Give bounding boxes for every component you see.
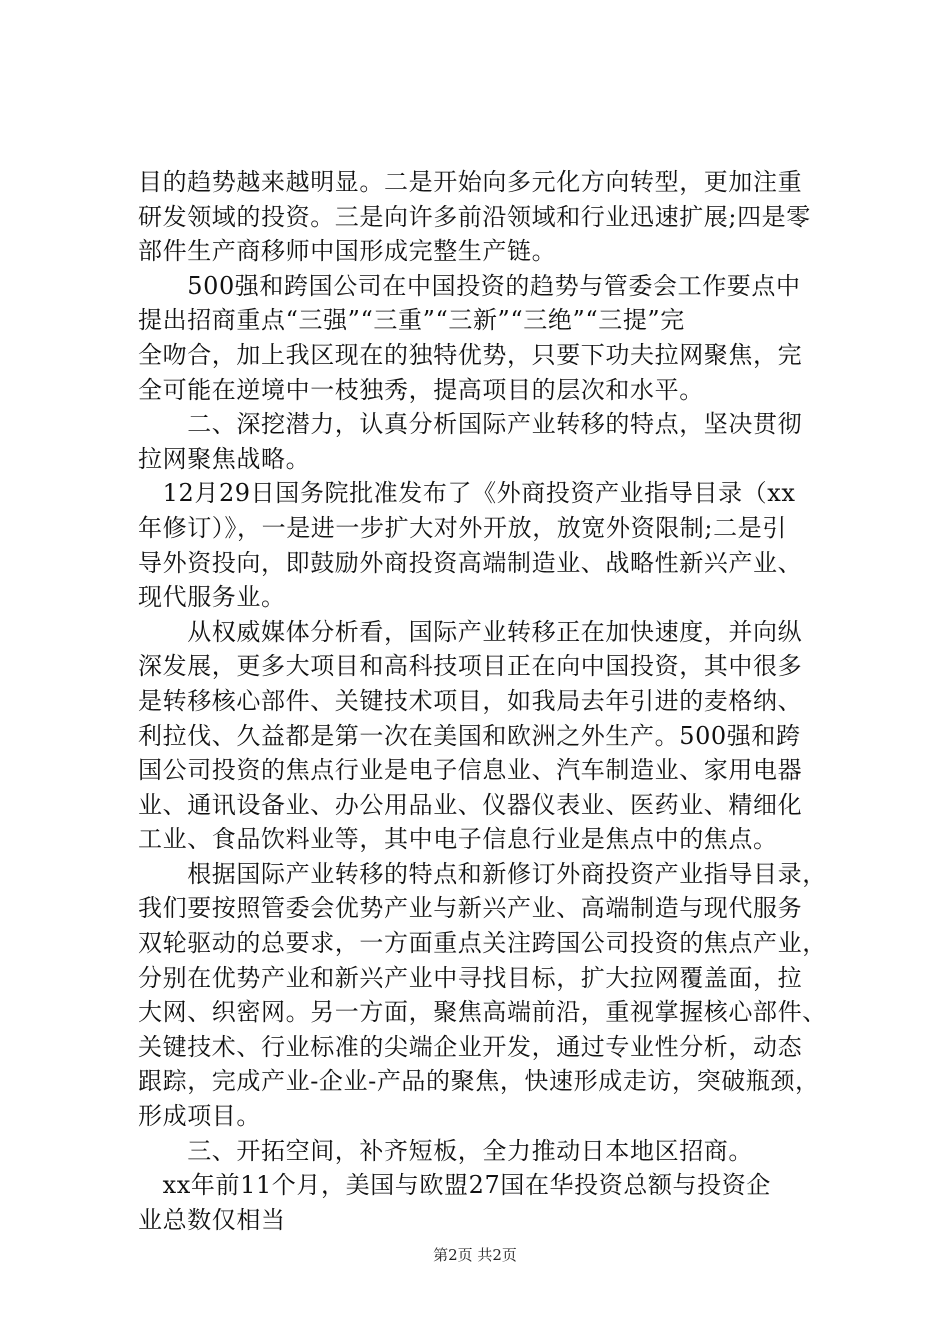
text-line: 业、通讯设备业、办公用品业、仪器仪表业、医药业、精细化	[138, 790, 803, 819]
page-footer: 第2页 共2页	[433, 1246, 517, 1264]
text-line: 深发展，更多大项目和高科技项目正在向中国投资，其中很多	[138, 652, 803, 681]
text-line: 大网、织密网。另一方面，聚焦高端前沿，重视掌握核心部件、	[138, 998, 827, 1027]
section-heading-line: 三、开拓空间，补齐短板，全力推动日本地区招商。	[138, 1136, 753, 1165]
text-line: 部件生产商移师中国形成完整生产链。	[138, 237, 557, 266]
text-line: 12月29日国务院批准发布了《外商投资产业指导目录（xx	[138, 479, 796, 508]
text-line: 我们要按照管委会优势产业与新兴产业、高端制造与现代服务	[138, 894, 803, 923]
text-line: 双轮驱动的总要求，一方面重点关注跨国公司投资的焦点产业，	[138, 929, 827, 958]
text-line: 全吻合，加上我区现在的独特优势，只要下功夫拉网聚焦，完	[138, 340, 803, 369]
document-body	[138, 165, 838, 1237]
text-line: 跟踪，完成产业-企业-产品的聚焦，快速形成走访，突破瓶颈，	[138, 1067, 820, 1096]
text-line: 业总数仅相当	[138, 1205, 286, 1234]
text-line: xx年前11个月，美国与欧盟27国在华投资总额与投资企	[138, 1171, 771, 1200]
text-line: 现代服务业。	[138, 583, 286, 612]
text-line: 分别在优势产业和新兴产业中寻找目标，扩大拉网覆盖面，拉	[138, 963, 803, 992]
text-line: 全可能在逆境中一枝独秀，提高项目的层次和水平。	[138, 375, 704, 404]
section-heading-line: 二、深挖潜力，认真分析国际产业转移的特点，坚决贯彻	[138, 410, 803, 439]
text-line: 工业、食品饮料业等，其中电子信息行业是焦点中的焦点。	[138, 825, 778, 854]
text-line: 形成项目。	[138, 1102, 261, 1131]
text-line: 研发领域的投资。三是向许多前沿领域和行业迅速扩展;四是零	[138, 202, 811, 231]
text-line: 关键技术、行业标准的尖端企业开发，通过专业性分析，动态	[138, 1032, 803, 1061]
text-line: 导外资投向，即鼓励外商投资高端制造业、战略性新兴产业、	[138, 548, 803, 577]
text-line: 利拉伐、久益都是第一次在美国和欧洲之外生产。500强和跨	[138, 721, 801, 750]
text-line: 提出招商重点“三强”“三重”“三新”“三绝”“三提”完	[138, 306, 685, 335]
text-line: 年修订）》，一是进一步扩大对外开放，放宽外资限制;二是引	[138, 513, 787, 542]
section-heading-line: 拉网聚焦战略。	[138, 444, 311, 473]
text-line: 目的趋势越来越明显。二是开始向多元化方向转型，更加注重	[138, 168, 803, 196]
text-line: 是转移核心部件、关键技术项目，如我局去年引进的麦格纳、	[138, 686, 803, 715]
text-line: 国公司投资的焦点行业是电子信息业、汽车制造业、家用电器	[138, 756, 803, 785]
text-line: 根据国际产业转移的特点和新修订外商投资产业指导目录，	[138, 859, 827, 888]
text-line: 500强和跨国公司在中国投资的趋势与管委会工作要点中	[138, 271, 801, 300]
text-line: 从权威媒体分析看，国际产业转移正在加快速度，并向纵	[138, 617, 803, 646]
